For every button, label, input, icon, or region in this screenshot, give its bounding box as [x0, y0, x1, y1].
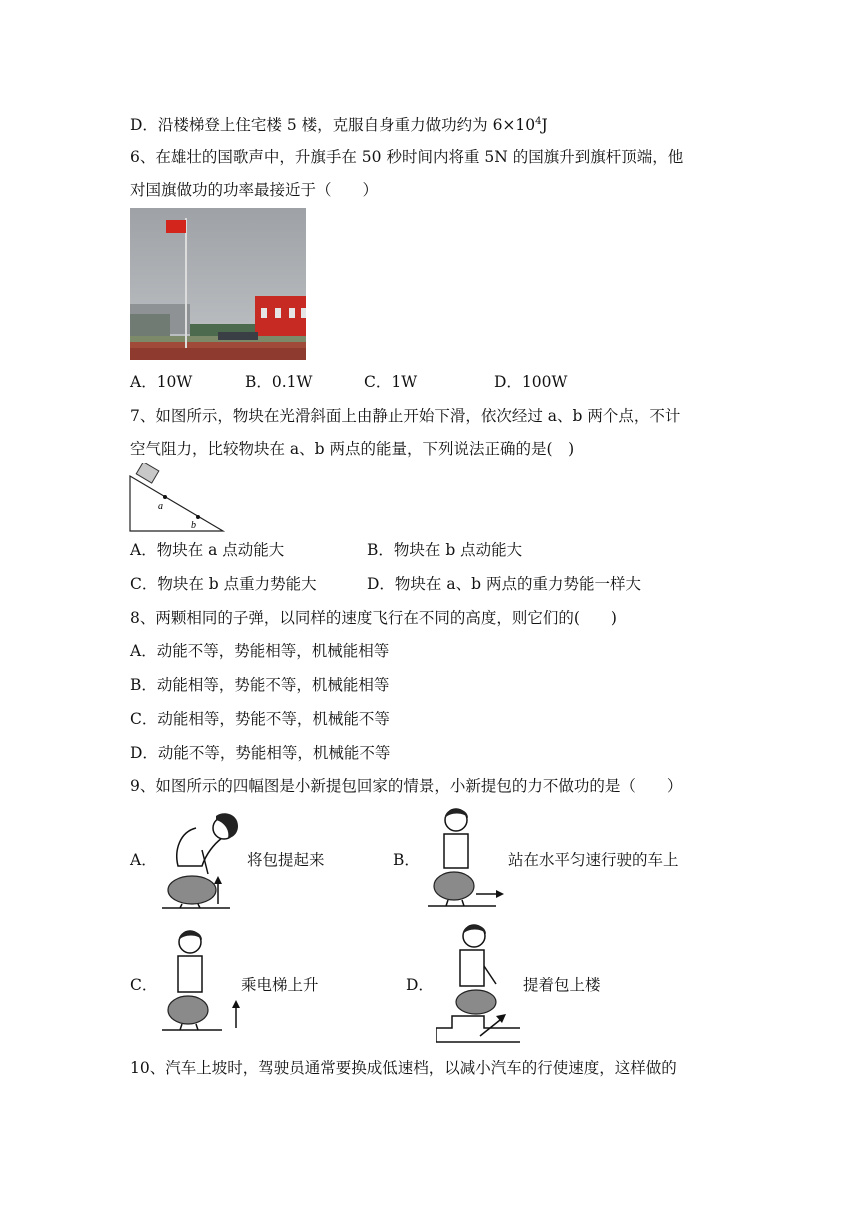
q8-option-c: C．动能相等，势能不等，机械能不等 — [130, 710, 390, 728]
q6-stem-line2: 对国旗做功的功率最接近于（ ） — [130, 181, 379, 199]
q6-option-c: C．1W — [364, 373, 418, 391]
q9-option-a-text: 将包提起来 — [247, 851, 325, 869]
q8-option-a: A．动能不等，势能相等，机械能相等 — [130, 642, 390, 660]
q7-stem-line1: 7、如图所示，物块在光滑斜面上由静止开始下滑，依次经过 a、b 两个点，不计 — [130, 407, 681, 425]
q7-option-a: A．物块在 a 点动能大 — [130, 541, 285, 559]
q6-stem-line1: 6、在雄壮的国歌声中，升旗手在 50 秒时间内将重 5N 的国旗升到旗杆顶端，他 — [130, 148, 684, 166]
q8-option-d: D．动能不等，势能相等，机械能不等 — [130, 744, 391, 762]
q9-option-a-letter: A． — [130, 851, 157, 869]
q7-option-c: C．物块在 b 点重力势能大 — [130, 575, 317, 593]
figure-lifting-bag — [158, 808, 244, 912]
q7-option-d: D．物块在 a、b 两点的重力势能一样大 — [367, 575, 641, 593]
q9-option-c-letter: C． — [130, 976, 158, 994]
q7-stem-line2: 空气阻力，比较物块在 a、b 两点的能量，下列说法正确的是( ) — [130, 440, 575, 458]
flag-raising-photo — [130, 208, 306, 360]
q10-stem-line1: 10、汽车上坡时，驾驶员通常要换成低速档，以减小汽车的行使速度，这样做的 — [130, 1059, 677, 1077]
figure-climbing-stairs — [436, 920, 526, 1044]
unit: J — [541, 116, 548, 135]
q6-option-b: B．0.1W — [245, 373, 313, 391]
q5-option-d-text: D．沿楼梯登上住宅楼 5 楼，克服自身重力做功约为 6×10 — [130, 116, 536, 135]
q9-option-b-letter: B． — [393, 851, 420, 869]
label-a: a — [158, 501, 163, 512]
q8-option-b: B．动能相等，势能不等，机械能相等 — [130, 676, 390, 694]
q6-option-d: D．100W — [494, 373, 568, 391]
q8-stem: 8、两颗相同的子弹，以同样的速度飞行在不同的高度，则它们的( ) — [130, 609, 617, 627]
q9-option-b-text: 站在水平匀速行驶的车上 — [508, 851, 679, 869]
label-b: b — [191, 520, 196, 531]
exponent: 4 — [535, 116, 542, 127]
q5-option-d — [130, 112, 548, 135]
figure-in-elevator — [160, 926, 244, 1034]
q9-option-c-text: 乘电梯上升 — [241, 976, 319, 994]
incline-diagram — [128, 463, 228, 535]
q9-option-d-text: 提着包上楼 — [523, 976, 601, 994]
q6-option-a: A．10W — [130, 373, 193, 391]
figure-on-moving-vehicle — [426, 804, 510, 910]
q7-option-b: B．物块在 b 点动能大 — [367, 541, 523, 559]
q9-option-d-letter: D． — [406, 976, 434, 994]
q9-stem: 9、如图所示的四幅图是小新提包回家的情景，小新提包的力不做功的是（ ） — [130, 777, 683, 795]
